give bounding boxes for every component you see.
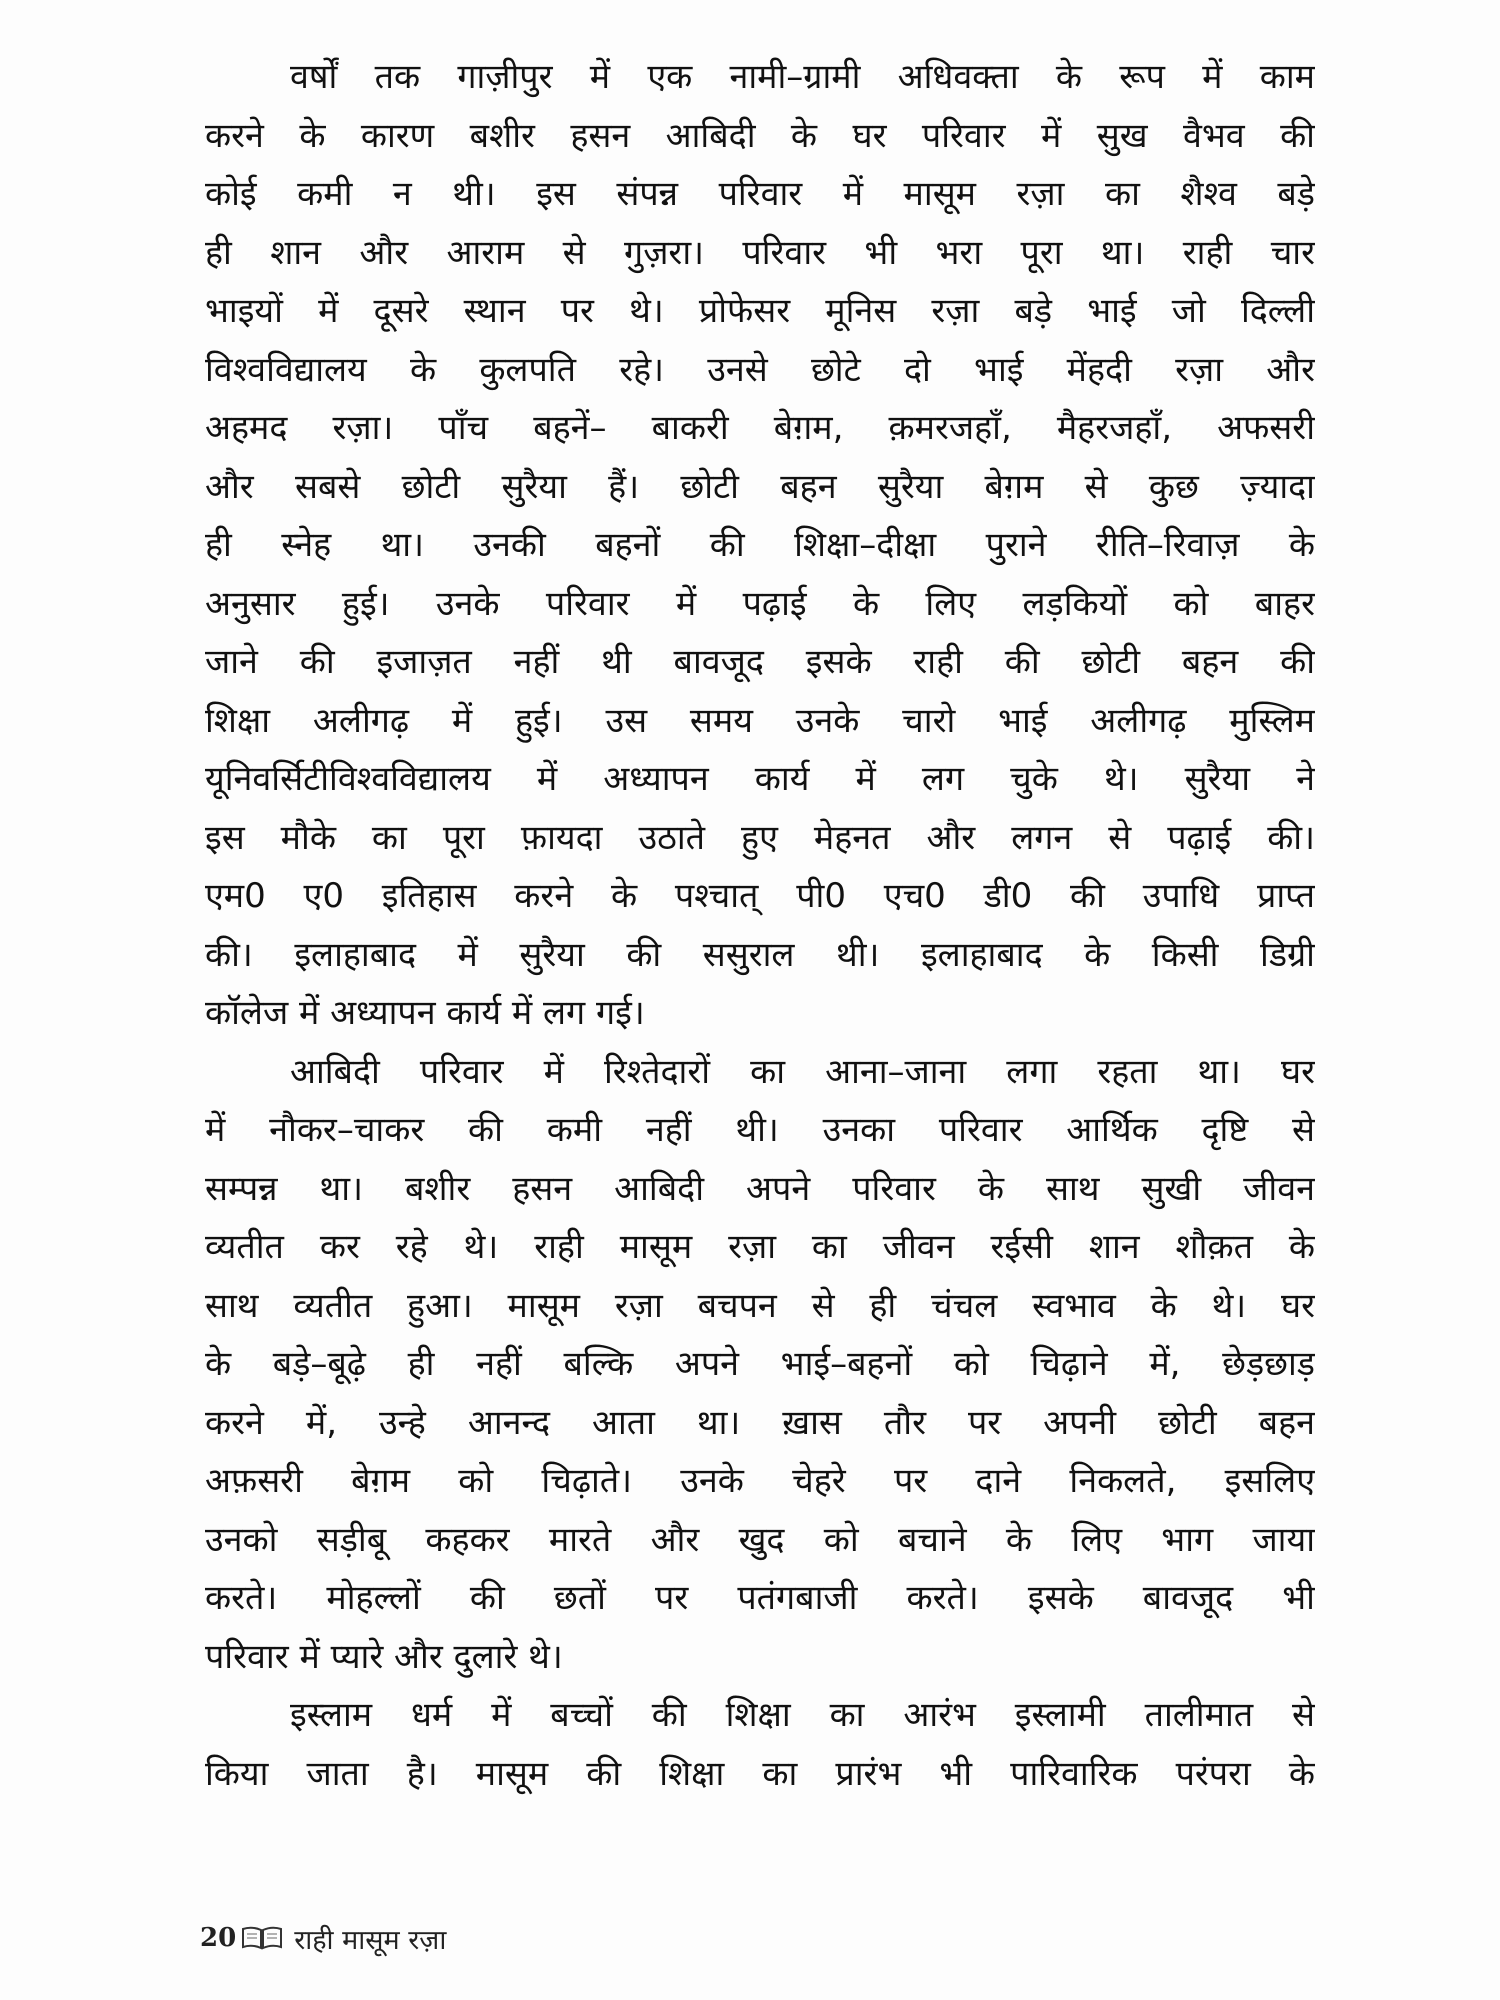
- text-line: कॉलेज में अध्यापन कार्य में लग गई।: [205, 993, 645, 1033]
- text-line: सम्पन्न था। बशीर हसन आबिदी अपने परिवार के साथ सुखी जीवन: [205, 1168, 1315, 1209]
- text-line: करते। मोहल्लों की छतों पर पतंगबाजी करते। इसके बावजूद भी: [205, 1578, 1315, 1618]
- text-line: एम0 ए0 इतिहास करने के पश्चात् पी0 एच0 डी0 की उपाधि प्राप्त: [205, 876, 1315, 916]
- text-line: अनुसार हुई। उनके परिवार में पढ़ाई के लिए लड़कियों को बाहर: [205, 583, 1315, 624]
- text-line: किया जाता है। मासूम की शिक्षा का प्रारंभ भी पारिवारिक परंपरा के: [205, 1753, 1315, 1794]
- body-text: [205, 48, 1315, 1803]
- text-line: अहमद रज़ा। पाँच बहनें– बाकरी बेग़म, क़मरजहाँ, मैहरजहाँ, अफसरी: [205, 408, 1315, 448]
- text-line: और सबसे छोटी सुरैया हैं। छोटी बहन सुरैया बेग़म से कुछ ज़्यादा: [205, 466, 1315, 507]
- running-title: राही मासूम रज़ा: [294, 1924, 447, 1956]
- text-line: ही स्नेह था। उनकी बहनों की शिक्षा–दीक्षा पुराने रीति–रिवाज़ के: [205, 525, 1315, 565]
- text-line: करने में, उन्हे आनन्द आता था। ख़ास तौर पर अपनी छोटी बहन: [205, 1402, 1315, 1443]
- text-line: विश्वविद्यालय के कुलपति रहे। उनसे छोटे दो भाई मेंहदी रज़ा और: [205, 349, 1315, 390]
- text-line: उनको सड़ीबू कहकर मारते और खुद को बचाने के लिए भाग जाया: [205, 1519, 1315, 1560]
- text-line: भाइयों में दूसरे स्थान पर थे। प्रोफेसर मूनिस रज़ा बड़े भाई जो दिल्ली: [205, 291, 1315, 331]
- text-line: परिवार में प्यारे और दुलारे थे।: [205, 1636, 563, 1677]
- page-number: 20: [200, 1923, 237, 1953]
- text-line: यूनिवर्सिटीविश्वविद्यालय में अध्यापन कार्य में लग चुके थे। सुरैया ने: [205, 759, 1315, 799]
- text-line: साथ व्यतीत हुआ। मासूम रज़ा बचपन से ही चंचल स्वभाव के थे। घर: [205, 1285, 1315, 1326]
- open-book-icon: [240, 1925, 284, 1951]
- text-line: करने के कारण बशीर हसन आबिदी के घर परिवार में सुख वैभव की: [205, 115, 1315, 156]
- text-line: के बड़े–बूढ़े ही नहीं बल्कि अपने भाई–बहनों को चिढ़ाने में, छेड़छाड़: [205, 1344, 1315, 1384]
- paragraph-3: [205, 1686, 1315, 1803]
- text-line: व्यतीत कर रहे थे। राही मासूम रज़ा का जीवन रईसी शान शौक़त के: [205, 1227, 1315, 1267]
- text-line: में नौकर–चाकर की कमी नहीं थी। उनका परिवार आर्थिक दृष्टि से: [205, 1110, 1315, 1150]
- text-line: आबिदी परिवार में रिश्तेदारों का आना–जाना लगा रहता था। घर: [290, 1051, 1315, 1092]
- text-line: शिक्षा अलीगढ़ में हुई। उस समय उनके चारो भाई अलीगढ़ मुस्लिम: [205, 700, 1315, 741]
- text-line: की। इलाहाबाद में सुरैया की ससुराल थी। इलाहाबाद के किसी डिग्री: [205, 934, 1315, 975]
- paragraph-1: [205, 48, 1315, 1043]
- text-line: इस मौके का पूरा फ़ायदा उठाते हुए मेहनत और लगन से पढ़ाई की।: [205, 817, 1315, 858]
- paragraph-2: [205, 1043, 1315, 1687]
- text-line: अफ़सरी बेग़म को चिढ़ाते। उनके चेहरे पर दाने निकलते, इसलिए: [205, 1461, 1315, 1501]
- text-line: ही शान और आराम से गुज़रा। परिवार भी भरा पूरा था। राही चार: [205, 232, 1315, 273]
- text-line: कोई कमी न थी। इस संपन्न परिवार में मासूम रज़ा का शैश्व बड़े: [205, 174, 1315, 214]
- text-line: इस्लाम धर्म में बच्चों की शिक्षा का आरंभ इस्लामी तालीमात से: [290, 1695, 1315, 1735]
- text-line: वर्षों तक गाज़ीपुर में एक नामी–ग्रामी अधिवक्ता के रूप में काम: [290, 57, 1315, 97]
- page-footer: [200, 1918, 446, 1958]
- text-line: जाने की इजाज़त नहीं थी बावजूद इसके राही की छोटी बहन की: [205, 642, 1315, 682]
